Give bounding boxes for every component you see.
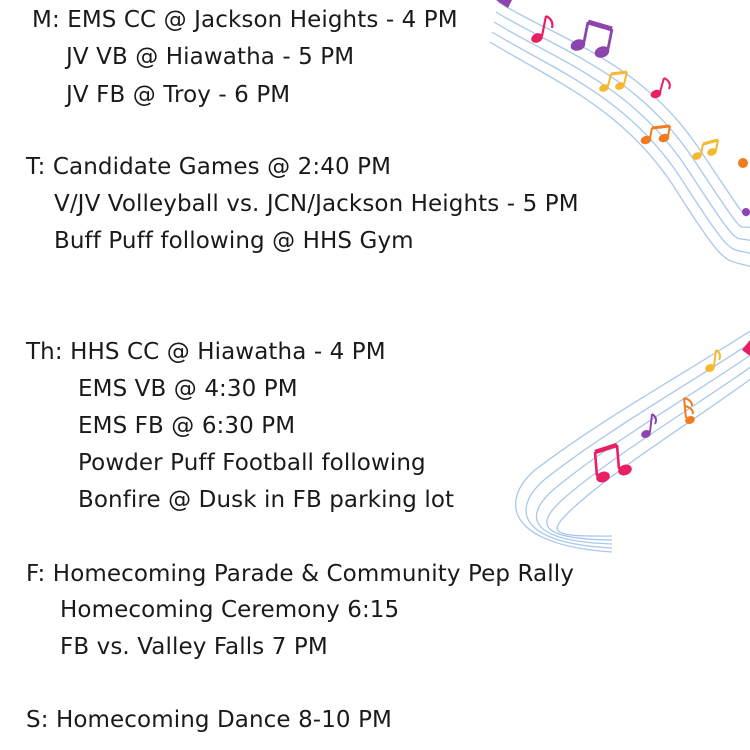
tuesday-line-2: V/JV Volleyball vs. JCN/Jackson Heights - 5 PM (54, 191, 579, 217)
friday-line-3: FB vs. Valley Falls 7 PM (60, 634, 328, 660)
thursday-line-5: Bonfire @ Dusk in FB parking lot (78, 487, 455, 513)
music-note-icon (595, 340, 750, 484)
saturday-line-1: S: Homecoming Dance 8-10 PM (26, 707, 392, 733)
friday-line-2: Homecoming Ceremony 6:15 (60, 597, 400, 623)
tuesday-line-3: Buff Puff following @ HHS Gym (54, 228, 414, 254)
thursday-line-3: EMS FB @ 6:30 PM (78, 413, 296, 439)
monday-line-2: JV VB @ Hiawatha - 5 PM (66, 44, 355, 70)
friday-line-1: F: Homecoming Parade & Community Pep Rally (26, 561, 574, 587)
monday-line-1: M: EMS CC @ Jackson Heights - 4 PM (32, 7, 458, 33)
thursday-line-2: EMS VB @ 4:30 PM (78, 376, 298, 402)
tuesday-line-1: T: Candidate Games @ 2:40 PM (26, 154, 392, 180)
music-staff-top (490, 2, 750, 267)
thursday-line-4: Powder Puff Football following (78, 450, 426, 476)
monday-line-3: JV FB @ Troy - 6 PM (66, 82, 291, 108)
thursday-line-1: Th: HHS CC @ Hiawatha - 4 PM (26, 339, 386, 365)
